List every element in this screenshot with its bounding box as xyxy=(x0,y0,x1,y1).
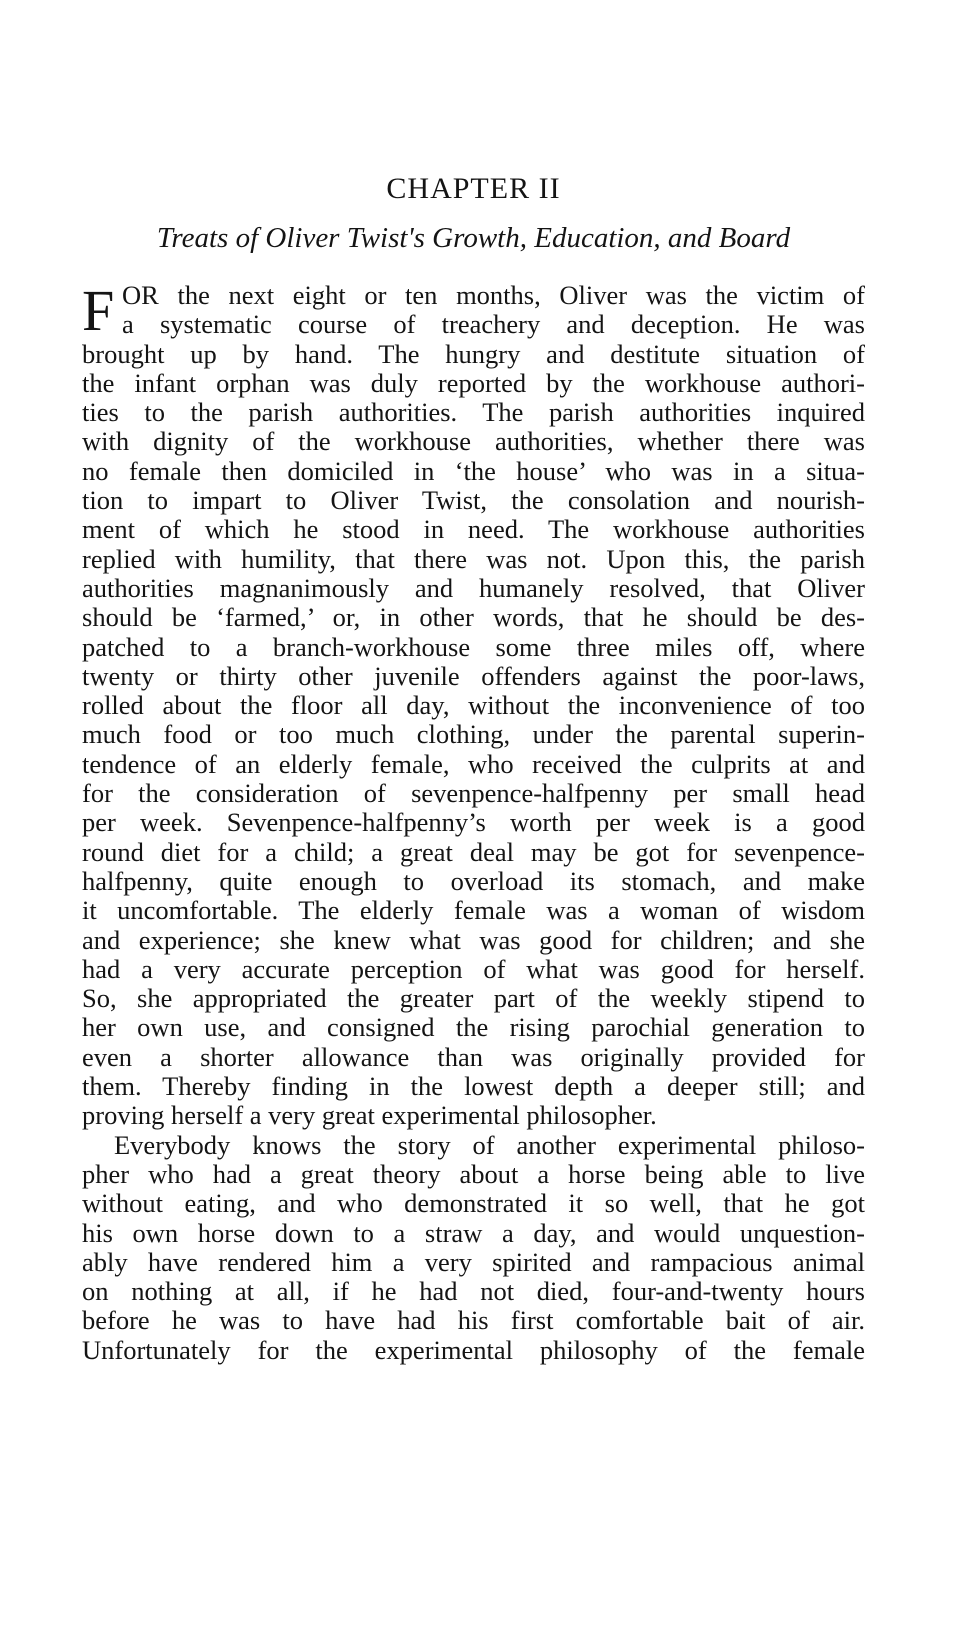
text-line: authorities magnanimously and humanely resolved, that Oliver xyxy=(82,572,865,603)
text-line: Unfortunately for the experimental philosophy of the female xyxy=(82,1334,865,1365)
text-line: on nothing at all, if he had not died, four-and-twenty hours xyxy=(82,1276,865,1307)
text-line: before he was to have had his first comfortable bait of air. xyxy=(82,1305,865,1336)
text-line: replied with humility, that there was not. Upon this, the parish xyxy=(82,543,865,574)
text-line: much food or too much clothing, under the parental superin- xyxy=(82,719,865,750)
text-line: twenty or thirty other juvenile offenders against the poor-laws, xyxy=(82,660,865,691)
text-line: it uncomfortable. The elderly female was a woman of wisdom xyxy=(82,895,865,926)
text-line: her own use, and consigned the rising parochial generation to xyxy=(82,1012,865,1043)
text-line: pher who had a great theory about a horse being able to live xyxy=(82,1158,865,1189)
text-line: without eating, and who demonstrated it so well, that he got xyxy=(82,1188,865,1219)
text-line: brought up by hand. The hungry and destitute situation of xyxy=(82,338,865,369)
chapter-body xyxy=(82,278,865,1365)
text-line: So, she appropriated the greater part of the weekly stipend to xyxy=(82,983,865,1014)
text-line: ably have rendered him a very spirited and rampacious animal xyxy=(82,1246,865,1277)
text-line: with dignity of the workhouse authorities, whether there was xyxy=(82,426,865,457)
drop-cap: F xyxy=(82,278,115,343)
text-line: halfpenny, quite enough to overload its stomach, and make xyxy=(82,865,865,896)
text-line: ties to the parish authorities. The parish authorities inquired xyxy=(82,397,865,428)
text-line: tendence of an elderly female, who received the culprits at and xyxy=(82,748,865,779)
text-line: had a very accurate perception of what was good for herself. xyxy=(82,953,865,984)
text-line: his own horse down to a straw a day, and would unquestion- xyxy=(82,1217,865,1248)
text-line: for the consideration of sevenpence-halfpenny per small head xyxy=(82,778,865,809)
text-line: rolled about the floor all day, without the inconvenience of too xyxy=(82,690,865,721)
text-line: should be ‘farmed,’ or, in other words, that he should be des- xyxy=(82,602,865,633)
text-line: no female then domiciled in ‘the house’ who was in a situa- xyxy=(82,455,865,486)
chapter-heading: CHAPTER II xyxy=(386,172,561,205)
book-page xyxy=(82,0,865,1630)
text-line: even a shorter allowance than was originally provided for xyxy=(82,1041,865,1072)
text-line: them. Thereby finding in the lowest depth a deeper still; and xyxy=(82,1071,865,1102)
text-line: proving herself a very great experimental philosopher. xyxy=(82,1100,657,1131)
text-line: the infant orphan was duly reported by the workhouse authori- xyxy=(82,367,865,398)
chapter-subtitle: Treats of Oliver Twist's Growth, Education, and Board xyxy=(156,222,791,254)
text-line: tion to impart to Oliver Twist, the consolation and nourish- xyxy=(82,485,865,516)
text-line: round diet for a child; a great deal may be got for sevenpence- xyxy=(82,836,865,867)
text-line: OR the next eight or ten months, Oliver was the victim of xyxy=(122,280,865,310)
text-line: patched to a branch-workhouse some three miles off, where xyxy=(82,631,865,662)
text-line: and experience; she knew what was good for children; and she xyxy=(82,924,865,955)
text-line: a systematic course of treachery and deception. He was xyxy=(122,309,865,340)
text-line: per week. Sevenpence-halfpenny’s worth per week is a good xyxy=(82,807,865,838)
text-line: ment of which he stood in need. The workhouse authorities xyxy=(82,514,865,545)
text-line: Everybody knows the story of another experimental philoso- xyxy=(114,1129,865,1160)
